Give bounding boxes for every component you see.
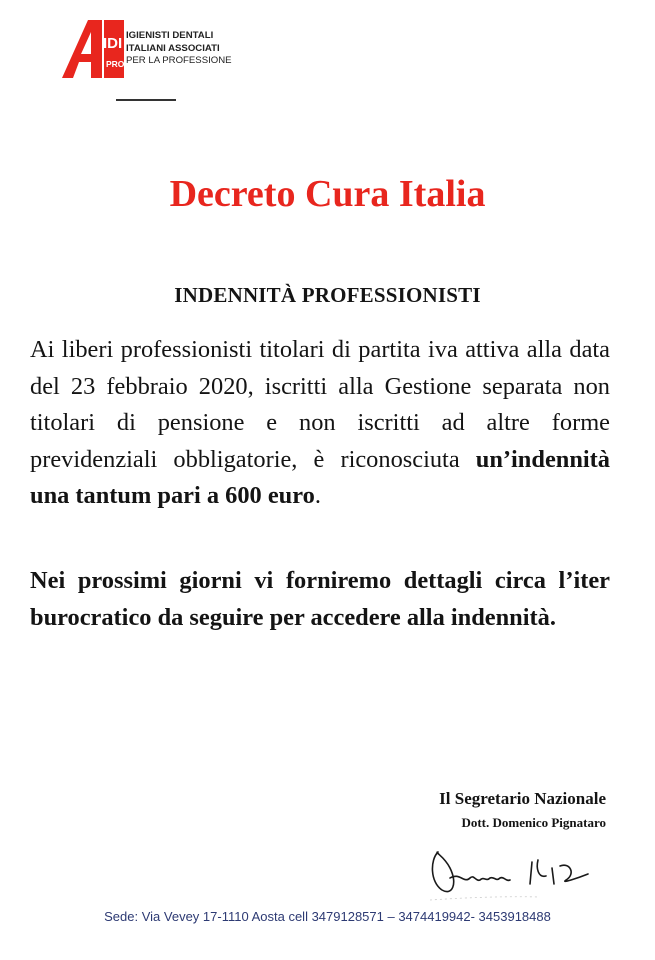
body-end-text: . <box>314 482 321 509</box>
aidi-pro-logo <box>62 20 237 82</box>
section-title: INDENNITÀ PROFESSIONISTI <box>174 283 481 307</box>
handwritten-signature <box>420 838 615 903</box>
footer-address: Sede: Via Vevey 17-1110 Aosta cell 3479128571 – 3474419942- 3453918488 <box>104 909 551 924</box>
notice-paragraph: Nei prossimi giorni vi forniremo dettagli circa l’iter burocratico da seguire per accedere alla indennità. <box>30 567 610 631</box>
logo-wordmark <box>126 30 232 68</box>
body-lead-text: Ai liberi professionisti titolari di partita iva attiva alla data del 23 febbraio 2020, iscritti alla Gestione separata non titolari di pensione e non iscritti ad altre forme previdenziali obbligatorie, è riconosciuta <box>30 336 610 473</box>
logo-line-1: IGIENISTI DENTALI <box>126 30 214 41</box>
header-divider <box>116 99 176 101</box>
logo-line-2: ITALIANI ASSOCIATI <box>126 42 220 54</box>
document-title: Decreto Cura Italia <box>169 173 486 215</box>
signer-role: Il Segretario Nazionale <box>439 789 606 808</box>
body-paragraph <box>30 332 610 515</box>
aidi-logo-mark <box>62 20 124 78</box>
logo-sub-mark-text: PRO <box>106 59 124 69</box>
logo-mark-text: IDI <box>103 35 123 52</box>
signer-name: Dott. Domenico Pignataro <box>461 815 606 830</box>
body-bold-text: un’indennità una tantum pari a 600 euro <box>30 445 610 509</box>
logo-line-3: PER LA PROFESSIONE <box>126 55 232 66</box>
